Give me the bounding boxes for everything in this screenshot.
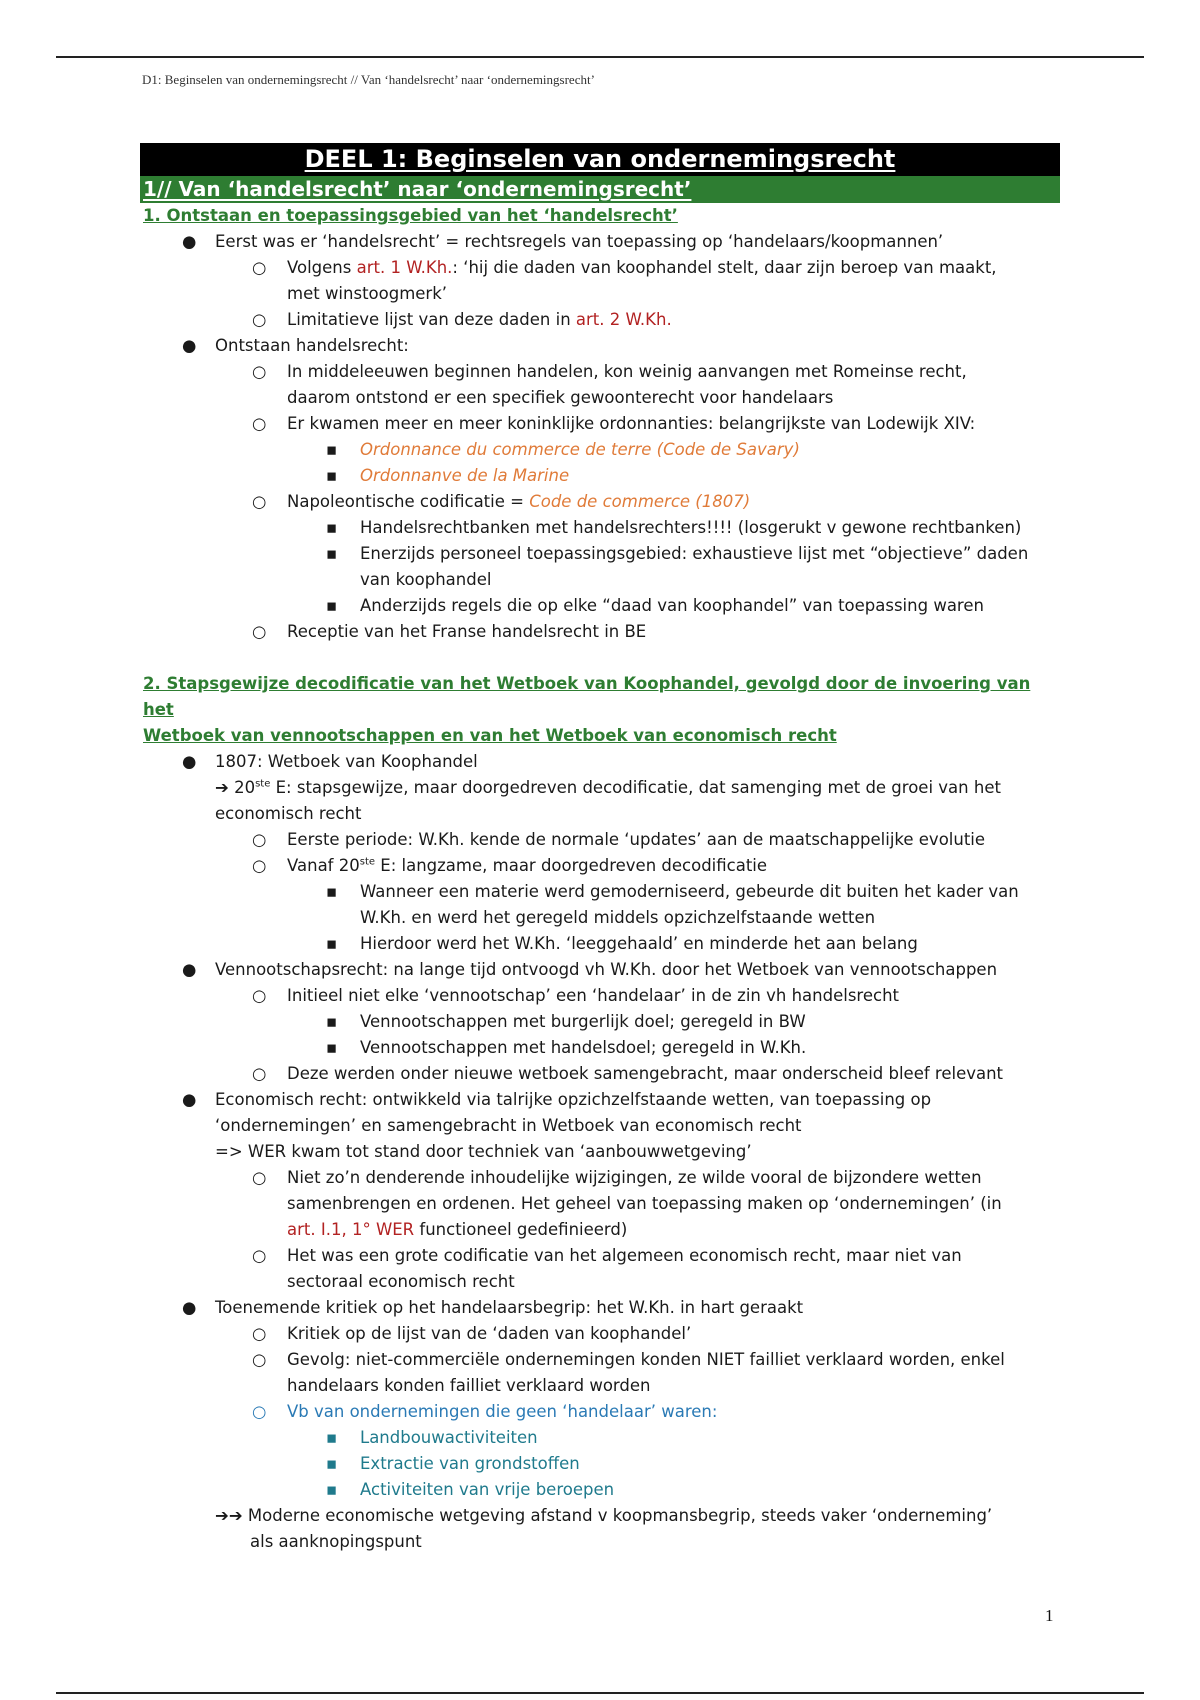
list-item-continuation: daarom ontstond er een specifiek gewoonterecht voor handelaars <box>287 388 834 407</box>
list-item-continuation: ‘ondernemingen’ en samengebracht in Wetboek van economisch recht <box>215 1116 802 1135</box>
list-item: ● Vennootschapsrecht: na lange tijd ontvoogd vh W.Kh. door het Wetboek van vennootschappen <box>140 957 1060 983</box>
square-bullet-icon: ▪ <box>326 882 338 901</box>
square-bullet-icon: ▪ <box>326 934 338 953</box>
circle-bullet-icon: ○ <box>252 1324 267 1343</box>
list-item: ▪ Vennootschappen met burgerlijk doel; geregeld in BW <box>140 1009 1060 1035</box>
list-item: ● 1807: Wetboek van Koophandel <box>140 749 1060 775</box>
circle-bullet-icon: ○ <box>252 310 267 329</box>
subheading-2: 2. Stapsgewijze decodificatie van het Wetboek van Koophandel, gevolgd door de invoering van het <box>143 674 1031 719</box>
list-item: ▪ Hierdoor werd het W.Kh. ‘leeggehaald’ en minderde het aan belang <box>140 931 1060 957</box>
circle-bullet-icon: ○ <box>252 1168 267 1187</box>
article-reference: art. 2 W.Kh. <box>575 310 672 329</box>
list-item: ○ In middeleeuwen beginnen handelen, kon weinig aanvangen met Romeinse recht, <box>140 359 1060 385</box>
arrow-note-continuation: economisch recht <box>215 804 362 823</box>
list-item: ○ Vanaf 20ste E: langzame, maar doorgedreven decodificatie <box>140 853 1060 879</box>
spacer <box>140 645 1060 671</box>
circle-bullet-icon: ○ <box>252 362 267 381</box>
conclusion-note-continuation: als aanknopingspunt <box>250 1532 422 1551</box>
square-bullet-icon: ▪ <box>326 1038 338 1057</box>
list-item: ▪ Ordonnanve de la Marine <box>140 463 1060 489</box>
square-bullet-icon: ▪ <box>326 544 338 563</box>
bullet-icon: ● <box>182 1090 197 1109</box>
subheading-2-continuation: Wetboek van vennootschappen en van het Wetboek van economisch recht <box>143 726 837 745</box>
list-item: ○ Napoleontische codificatie = Code de commerce (1807) <box>140 489 1060 515</box>
running-header: D1: Beginselen van ondernemingsrecht // Van ‘handelsrecht’ naar ‘ondernemingsrecht’ <box>142 72 595 87</box>
list-item: ▪ Vennootschappen met handelsdoel; geregeld in W.Kh. <box>140 1035 1060 1061</box>
list-item: ○ Volgens art. 1 W.Kh.: ‘hij die daden van koophandel stelt, daar zijn beroep van maakt, <box>140 255 1060 281</box>
circle-bullet-icon: ○ <box>252 830 267 849</box>
list-item: ▪ Extractie van grondstoffen <box>140 1451 1060 1477</box>
list-item: ▪ Handelsrechtbanken met handelsrechters!!!! (losgerukt v gewone rechtbanken) <box>140 515 1060 541</box>
circle-bullet-icon: ○ <box>252 492 267 511</box>
circle-bullet-icon: ○ <box>252 1350 267 1369</box>
square-bullet-icon: ▪ <box>326 596 338 615</box>
square-bullet-icon: ▪ <box>326 1428 338 1447</box>
square-bullet-icon: ▪ <box>326 466 338 485</box>
section-title: 1// Van ‘handelsrecht’ naar ‘ondernemingsrecht’ <box>140 176 1060 203</box>
circle-bullet-icon: ○ <box>252 1064 267 1083</box>
circle-bullet-icon: ○ <box>252 622 267 641</box>
circle-bullet-icon: ○ <box>252 986 267 1005</box>
bullet-icon: ● <box>182 752 197 771</box>
list-item: ▪ Wanneer een materie werd gemoderniseerd, gebeurde dit buiten het kader van <box>140 879 1060 905</box>
list-item: ○ Eerste periode: W.Kh. kende de normale ‘updates’ aan de maatschappelijke evolutie <box>140 827 1060 853</box>
list-item: ▪ Ordonnance du commerce de terre (Code de Savary) <box>140 437 1060 463</box>
list-item: ○ Het was een grote codificatie van het algemeen economisch recht, maar niet van <box>140 1243 1060 1269</box>
square-bullet-icon: ▪ <box>326 1480 338 1499</box>
page-content <box>140 143 1060 1555</box>
list-item: ○ Initieel niet elke ‘vennootschap’ een ‘handelaar’ in de zin vh handelsrecht <box>140 983 1060 1009</box>
page-number: 1 <box>1045 1606 1054 1625</box>
circle-bullet-icon: ○ <box>252 1402 267 1421</box>
circle-bullet-icon: ○ <box>252 856 267 875</box>
list-item-continuation: samenbrengen en ordenen. Het geheel van toepassing maken op ‘ondernemingen’ (in <box>287 1194 1002 1213</box>
circle-bullet-icon: ○ <box>252 258 267 277</box>
square-bullet-icon: ▪ <box>326 1454 338 1473</box>
list-item-continuation: handelaars konden failliet verklaard worden <box>287 1376 651 1395</box>
list-item: ○ Deze werden onder nieuwe wetboek samengebracht, maar onderscheid bleef relevant <box>140 1061 1060 1087</box>
bullet-icon: ● <box>182 232 197 251</box>
list-item: ● Toenemende kritiek op het handelaarsbegrip: het W.Kh. in hart geraakt <box>140 1295 1060 1321</box>
square-bullet-icon: ▪ <box>326 440 338 459</box>
list-item: ▪ Activiteiten van vrije beroepen <box>140 1477 1060 1503</box>
list-item-continuation: met winstoogmerk’ <box>287 284 448 303</box>
circle-bullet-icon: ○ <box>252 414 267 433</box>
bullet-icon: ● <box>182 1298 197 1317</box>
list-item: ○ Vb van ondernemingen die geen ‘handelaar’ waren: <box>140 1399 1060 1425</box>
list-item: ▪ Anderzijds regels die op elke “daad van koophandel” van toepassing waren <box>140 593 1060 619</box>
list-item: ○ Receptie van het Franse handelsrecht in BE <box>140 619 1060 645</box>
circle-bullet-icon: ○ <box>252 1246 267 1265</box>
arrow-right-icon: ➔ <box>215 778 235 797</box>
footer-rule <box>56 1692 1144 1694</box>
bullet-icon: ● <box>182 336 197 355</box>
list-item-continuation: => WER kwam tot stand door techniek van ‘aanbouwwetgeving’ <box>215 1142 752 1161</box>
list-item: ▪ Enerzijds personeel toepassingsgebied: exhaustieve lijst met “objectieve” daden <box>140 541 1060 567</box>
conclusion-note: ➔➔ Moderne economische wetgeving afstand v koopmansbegrip, steeds vaker ‘onderneming’ <box>215 1506 993 1525</box>
list-item: ○ Er kwamen meer en meer koninklijke ordonnanties: belangrijkste van Lodewijk XIV: <box>140 411 1060 437</box>
list-item: ▪ Landbouwactiviteiten <box>140 1425 1060 1451</box>
list-item: ○ Limitatieve lijst van deze daden in art. 2 W.Kh. <box>140 307 1060 333</box>
article-reference: art. 1 W.Kh. <box>356 258 453 277</box>
list-item: ● Ontstaan handelsrecht: <box>140 333 1060 359</box>
bullet-icon: ● <box>182 960 197 979</box>
list-item: ○ Niet zo’n denderende inhoudelijke wijzigingen, ze wilde vooral de bijzondere wetten <box>140 1165 1060 1191</box>
list-item: ● Eerst was er ‘handelsrecht’ = rechtsregels van toepassing op ‘handelaars/koopmannen’ <box>140 229 1060 255</box>
list-item-continuation: art. I.1, 1° WER functioneel gedefinieerd) <box>287 1220 628 1239</box>
document-title: DEEL 1: Beginselen van ondernemingsrecht <box>140 143 1060 176</box>
list-item: ○ Kritiek op de lijst van de ‘daden van koophandel’ <box>140 1321 1060 1347</box>
header-rule <box>56 56 1144 58</box>
list-item: ● Economisch recht: ontwikkeld via talrijke opzichzelfstaande wetten, van toepassing op <box>140 1087 1060 1113</box>
code-reference: Code de commerce (1807) <box>529 492 751 511</box>
double-arrow-right-icon: ➔➔ <box>215 1506 248 1525</box>
article-reference: art. I.1, 1° WER <box>287 1220 415 1239</box>
list-item-continuation: sectoraal economisch recht <box>287 1272 515 1291</box>
list-item-continuation: W.Kh. en werd het geregeld middels opzichzelfstaande wetten <box>360 908 876 927</box>
arrow-note: ➔ 20ste E: stapsgewijze, maar doorgedreven decodificatie, dat samenging met de groei van het <box>215 778 1001 797</box>
list-item: ○ Gevolg: niet-commerciële ondernemingen konden NIET failliet verklaard worden, enkel <box>140 1347 1060 1373</box>
square-bullet-icon: ▪ <box>326 1012 338 1031</box>
subheading-1: 1. Ontstaan en toepassingsgebied van het ‘handelsrecht’ <box>143 206 678 225</box>
list-item-continuation: van koophandel <box>360 570 492 589</box>
square-bullet-icon: ▪ <box>326 518 338 537</box>
